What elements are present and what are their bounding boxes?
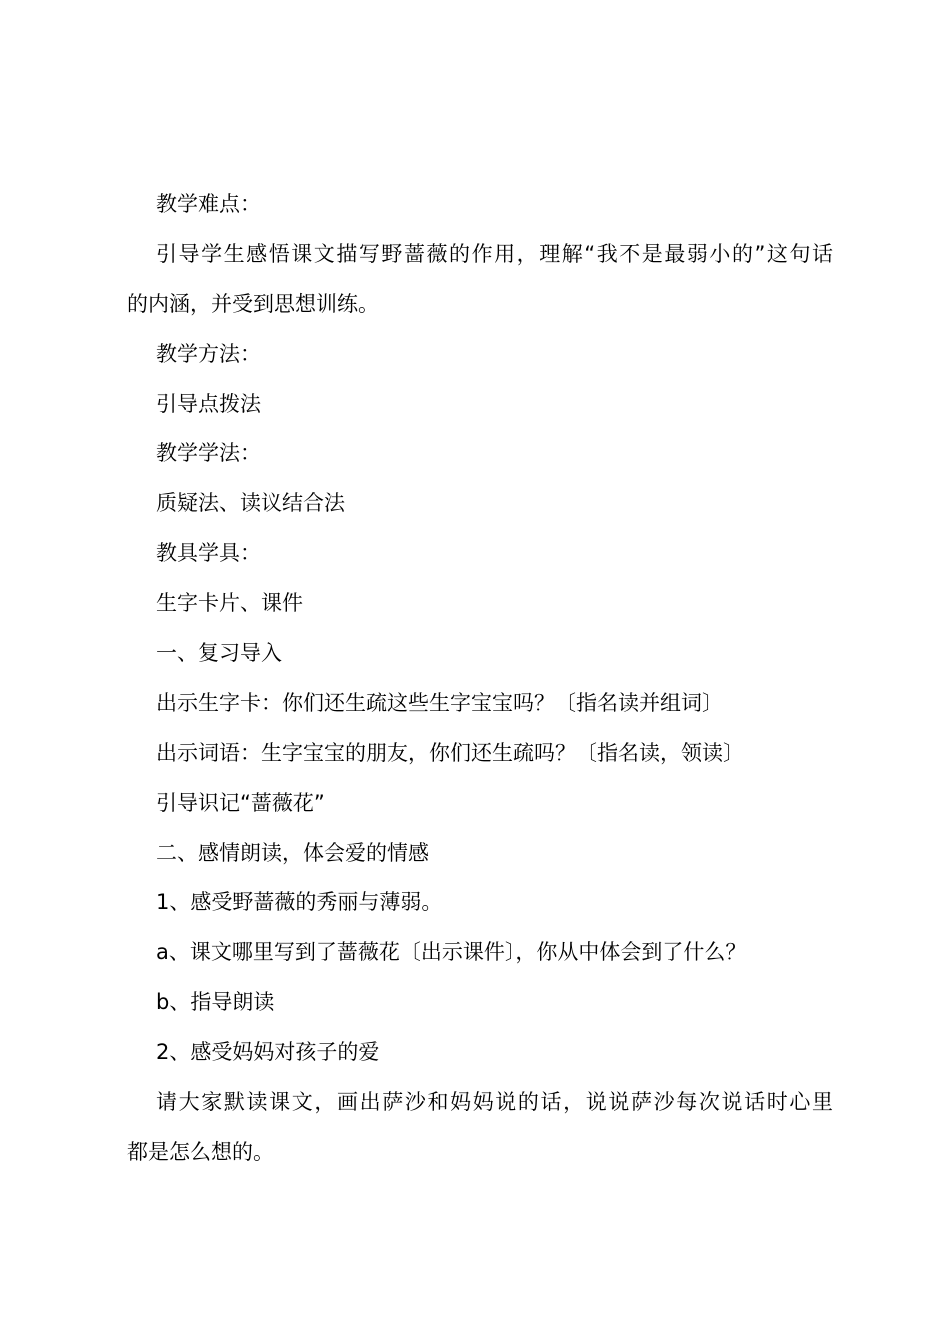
section-review-intro: 一、复习导入 [156, 641, 282, 666]
document-body [127, 180, 833, 1178]
paragraph-difficulty-line-2: 的内涵，并受到思想训练。 [127, 291, 379, 316]
text-guide-memorize: 引导识记“蔷薇花” [156, 790, 325, 815]
text-show-word-cards: 出示生字卡：你们还生疏这些生字宝宝吗？〔指名读并组词〕 [156, 690, 723, 715]
section-emotional-reading: 二、感情朗读，体会爱的情感 [156, 840, 429, 865]
list-item-2: 2、感受妈妈对孩子的爱 [156, 1040, 380, 1065]
paragraph-silent-reading-line-2: 都是怎么想的。 [127, 1139, 274, 1164]
list-item-b: b、指导朗读 [156, 990, 275, 1015]
paragraph-difficulty-line-1: 引导学生感悟课文描写野蔷薇的作用，理解“我不是最弱小的”这句话 [156, 241, 833, 266]
list-item-a: a、课文哪里写到了蔷薇花〔出示课件〕，你从中体会到了什么？ [156, 940, 747, 965]
heading-teaching-difficulty: 教学难点： [156, 192, 261, 216]
list-item-1: 1、感受野蔷薇的秀丽与薄弱。 [156, 890, 443, 915]
heading-teaching-method: 教学方法： [156, 341, 261, 366]
heading-teaching-aids: 教具学具： [156, 541, 261, 566]
text-show-phrases: 出示词语：生字宝宝的朋友，你们还生疏吗？〔指名读，领读〕 [156, 740, 744, 765]
heading-learning-method: 教学学法： [156, 441, 261, 466]
paragraph-silent-reading-line-1: 请大家默读课文，画出萨沙和妈妈说的话，说说萨沙每次说话时心里 [156, 1090, 833, 1115]
text-teaching-aids: 生字卡片、课件 [156, 591, 303, 616]
text-learning-method: 质疑法、读议结合法 [156, 491, 345, 516]
text-teaching-method: 引导点拨法 [156, 391, 261, 416]
